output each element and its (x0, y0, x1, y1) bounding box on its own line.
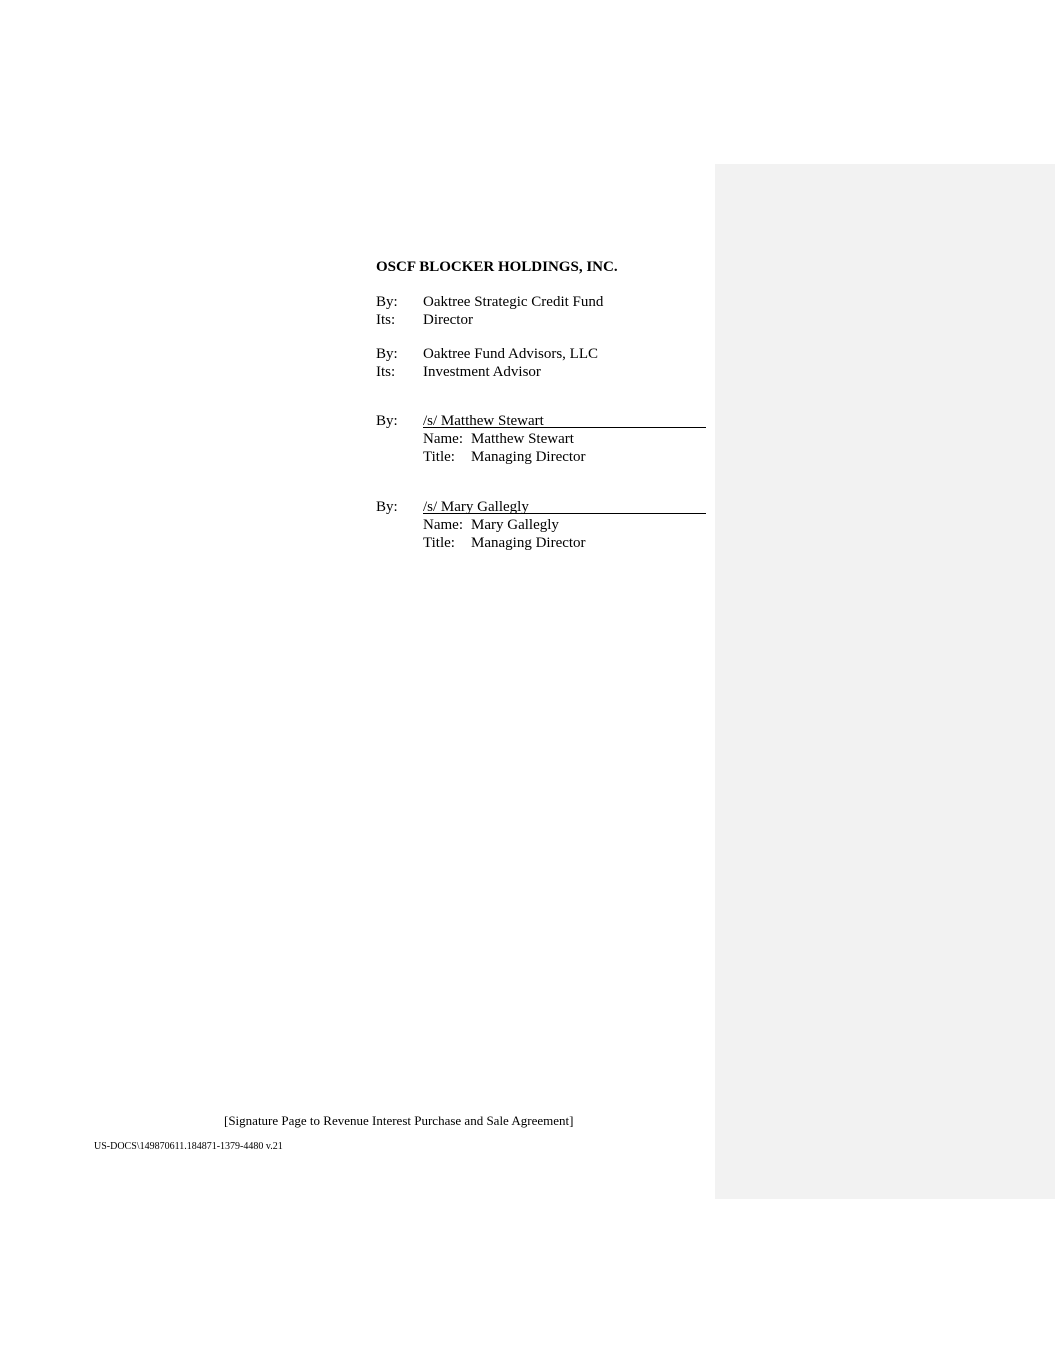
signature-page-footer: [Signature Page to Revenue Interest Purchase and Sale Agreement] (224, 1113, 574, 1128)
by-label: By: (376, 413, 398, 429)
name-value: Matthew Stewart (471, 431, 574, 447)
title-label: Title: (423, 449, 455, 465)
signature-text: /s/ Mary Gallegly (423, 499, 529, 515)
by-value: Oaktree Strategic Credit Fund (423, 294, 604, 310)
its-value: Investment Advisor (423, 364, 541, 380)
its-label: Its: (376, 364, 396, 380)
signature-text: /s/ Matthew Stewart (423, 413, 544, 429)
by-label: By: (376, 294, 398, 310)
title-value: Managing Director (471, 449, 586, 465)
comment-margin-pane (715, 164, 1055, 1199)
signature-line (423, 427, 706, 428)
document-id: US-DOCS\149870611.184871-1379-4480 v.21 (94, 1141, 283, 1152)
name-label: Name: (423, 517, 463, 533)
title-label: Title: (423, 535, 455, 551)
its-label: Its: (376, 312, 396, 328)
its-value: Director (423, 312, 473, 328)
by-label: By: (376, 346, 398, 362)
signature-line (423, 513, 706, 514)
by-label: By: (376, 499, 398, 515)
name-value: Mary Gallegly (471, 517, 559, 533)
by-value: Oaktree Fund Advisors, LLC (423, 346, 598, 362)
company-name: OSCF BLOCKER HOLDINGS, INC. (376, 259, 618, 275)
name-label: Name: (423, 431, 463, 447)
title-value: Managing Director (471, 535, 586, 551)
